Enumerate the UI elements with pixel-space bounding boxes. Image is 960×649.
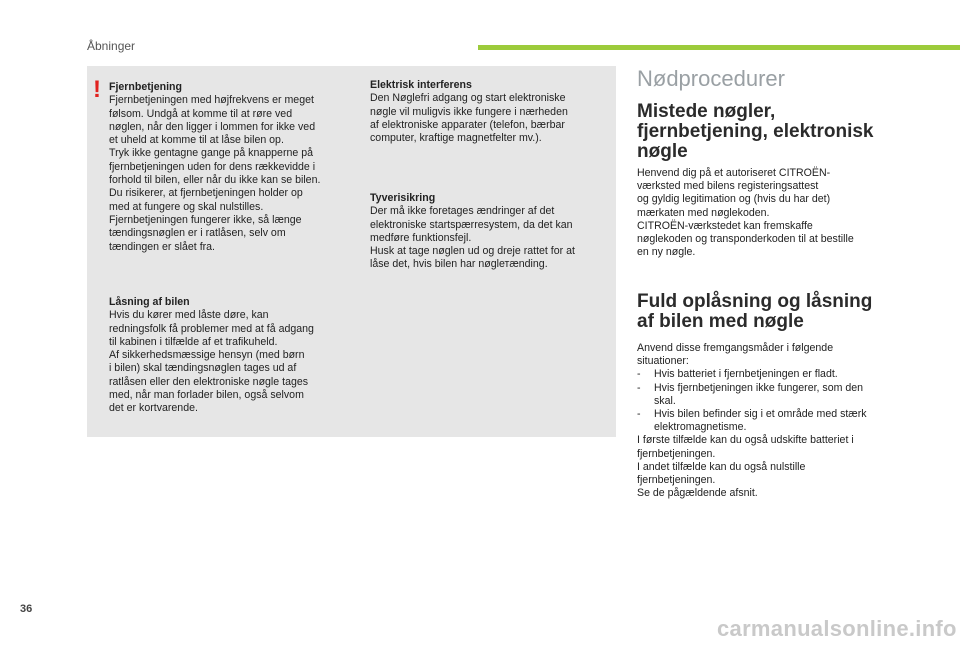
full-unlock-heading: Fuld oplåsning og låsning af bilen med nøgle — [637, 291, 873, 332]
section-label: Åbninger — [87, 39, 136, 53]
list-item-text: Hvis fjernbetjeningen ikke fungerer, som den skal. — [654, 381, 864, 407]
page-number: 36 — [20, 603, 33, 615]
warning-antitheft-text: Der må ikke foretages ændringer af det elektroniske startspærresystem, da det kan medføre funktionsfejl. Husk at tage nøglen ud og dreje rattet for at låse det, hvis bilen har nøglетænding. — [370, 205, 575, 271]
list-item-text: Hvis batteriet i fjernbetjeningen er fladt. — [654, 368, 838, 381]
list-item-text: Hvis bilen befinder sig i et område med stærk elektromagnetisme. — [654, 408, 867, 434]
lost-keys-heading: Mistede nøgler, fjernbetjening, elektronisk nøgle — [637, 101, 874, 162]
warning-interference-text: Den Nøglefri adgang og start elektroniske nøgle vil muligvis ikke fungere i nærheden af elektroniske apparater (telefon, bærbar computer, kraftige magnetfelter mv.). — [370, 92, 568, 145]
warning-locking-section — [109, 296, 354, 416]
warning-interference-heading: Elektrisk interferens — [370, 79, 472, 91]
warning-antitheft-section — [370, 192, 606, 272]
full-unlock-outro: I første tilfælde kan du også udskifte batteriet i fjernbetjeningen. I andet tilfælde kan du også nulstille fjernbetjeningen. Se de pågældende afsnit. — [637, 434, 854, 500]
exclamation-icon: ! — [93, 76, 101, 103]
warning-antitheft-heading: Tyverisikring — [370, 192, 436, 204]
warning-locking-heading: Låsning af bilen — [109, 296, 190, 308]
warning-locking-text: Hvis du kører med låste døre, kan redningsfolk få problemer med at få adgang til kabinen i tilfælde af et trafikuheld. Af sikkerhedsmæssige hensyn (med børn i bilen) skal tændingsnøglen tages ud af ratlåsen eller den elektroniske nøgle tages med, når man forlader bilen, også selvom det er kortvarende. — [109, 309, 314, 415]
page-title: Nødprocedurer — [637, 66, 785, 91]
list-item: - Hvis fjernbetjeningen ikke fungerer, som den skal. — [637, 381, 864, 407]
warning-interference-section — [370, 79, 606, 145]
lost-keys-body — [637, 167, 887, 259]
list-item: - Hvis batteriet i fjernbetjeningen er fladt. — [637, 368, 838, 381]
lost-keys-text: Henvend dig på et autoriseret CITROËN- værksted med bilens registeringsattest og gyldig legitimation og (hvis du har det) mærkaten med nøglekoden. CITROËN-værkstedet kan fremskaffe nøglekoden og transponderkoden til at bestille en ny nøgle. — [637, 167, 854, 259]
watermark: carmanualsonline.info — [717, 616, 957, 641]
warning-box — [87, 66, 616, 437]
full-unlock-intro: Anvend disse fremgangsmåder i følgende situationer: — [637, 342, 834, 368]
warning-remote-heading: Fjernbetjening — [109, 81, 182, 93]
warning-remote-text: Fjernbetjeningen med højfrekvens er meget følsom. Undgå at komme til at røre ved nøglen, når den ligger i lommen for ikke ved et uheld at komme til at låse bilen op. Tryk ikke gentagne gange på knapperne på fjernbetjeningen uden for dens rækkevidde i forhold til bilen, eller når du ikke kan se bilen. Du risikerer, at fjernbetjeningen holder op med at fungere og skal nulstilles. Fjernbetjeningen fungerer ikke, så længe tændingsnøglen er i ratlåsen, selv om tændingen er slået fra. — [109, 94, 321, 253]
section-accent-bar — [478, 45, 960, 50]
situation-list — [637, 368, 887, 434]
full-unlock-body — [637, 342, 887, 500]
list-item: - Hvis bilen befinder sig i et område med stærk elektromagnetisme. — [637, 408, 867, 434]
warning-remote-section — [109, 81, 354, 254]
